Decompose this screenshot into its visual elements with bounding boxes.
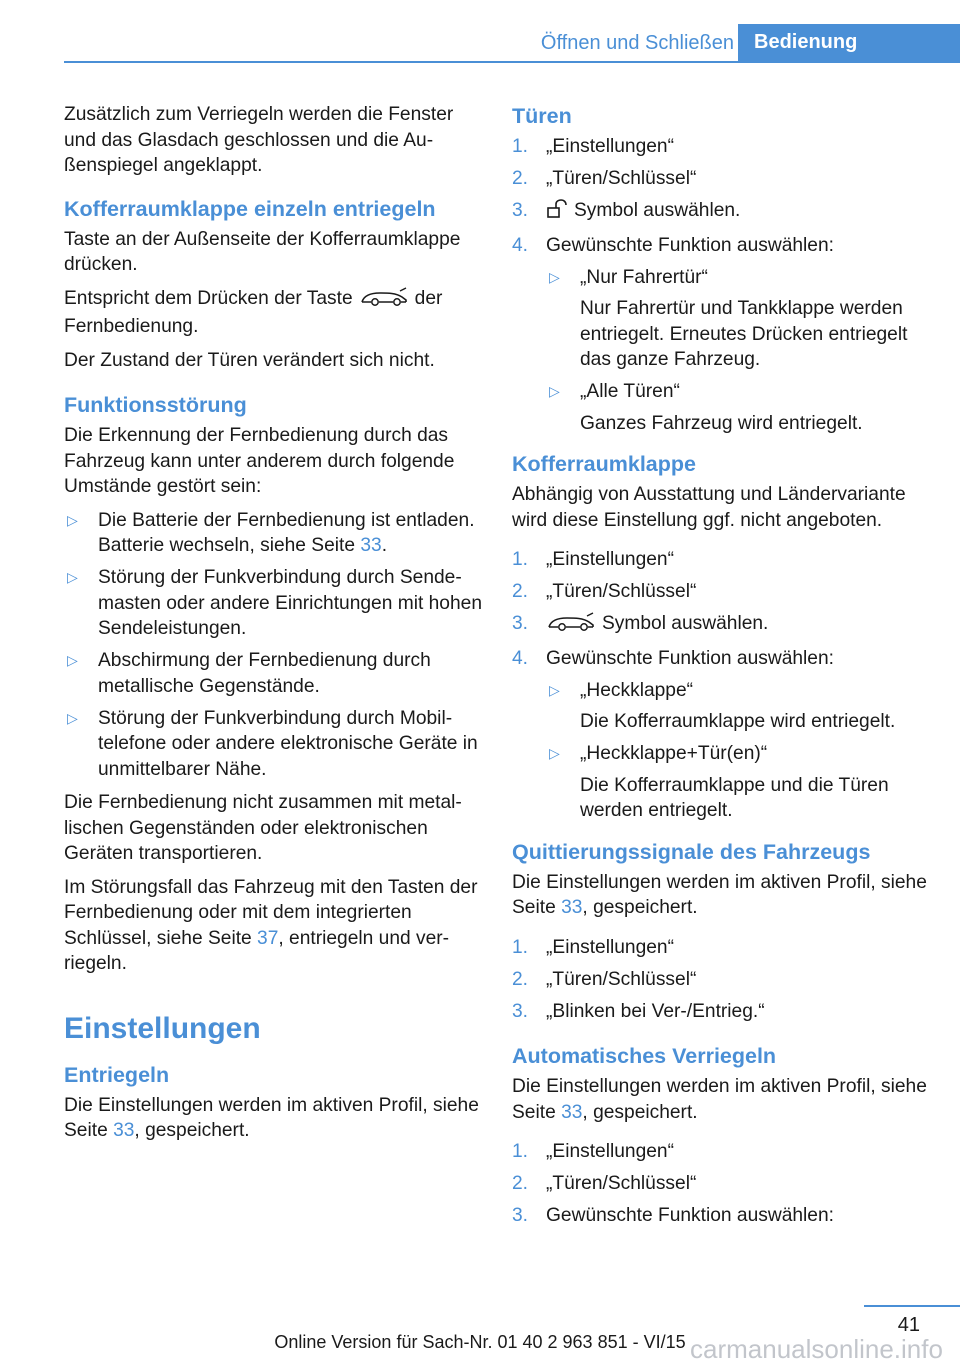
settings-heading: Einstellungen: [64, 1011, 261, 1045]
trunk-unlock-p2-a: Entspricht dem Drücken der Taste: [64, 287, 353, 309]
fault-heading: Funktionsstörung: [64, 393, 247, 417]
ack-steps: [512, 935, 932, 1025]
ack-p1: Die Einstellungen werden im aktiven Profil, siehe Seite 33, gespeichert.: [512, 871, 927, 918]
doors-option-2: ▷ „Alle Türen“ Ganzes Fahrzeug wird entriegelt.: [549, 381, 863, 434]
trunk-step-3: 3. Symbol auswählen.: [512, 611, 932, 640]
doors-step-1: 1. „Einstellungen“: [512, 136, 674, 157]
ack-step-1: 1. „Einstellungen“: [512, 936, 674, 958]
fault-p1: Die Erkennung der Fernbedienung durch das Fahrzeug kann unter anderem durch folgende Umstände gestört sein:: [64, 425, 455, 497]
trunk-step-1: 1. „Einstellungen“: [512, 549, 674, 570]
trunk-setting-p1: Abhängig von Ausstattung und Ländervariante wird diese Einstellung ggf. nicht angeboten.: [512, 484, 906, 531]
trunk-option-1: ▷ „Heckklappe“ Die Kofferraumklappe wird entriegelt.: [549, 679, 896, 732]
car-trunk-icon: [546, 612, 596, 640]
watermark: carmanualsonline.info: [690, 1334, 943, 1364]
footer-rule: [864, 1305, 960, 1307]
page-link-33[interactable]: 33: [561, 897, 583, 918]
fault-p2: Die Fernbedienung nicht zusammen mit metallischen Gegenständen oder elektronischen Geräten transportieren.: [64, 792, 462, 864]
bullet-triangle-icon: ▷: [549, 383, 560, 399]
page-link-33[interactable]: 33: [113, 1120, 135, 1141]
unlock-p1: Die Einstellungen werden im aktiven Profil, siehe Seite 33, gespeichert.: [64, 1094, 479, 1141]
left-column: [64, 102, 482, 1152]
ack-step-3: 3. „Blinken bei Ver-/Entrieg.“: [512, 1000, 765, 1022]
doors-heading: Türen: [512, 104, 572, 128]
fault-p3: Im Störungsfall das Fahrzeug mit den Tasten der Fernbedienung oder mit dem integrierten Schlüssel, siehe Seite 37, entriegeln und verriegeln.: [64, 876, 478, 974]
doors-option-1: ▷ „Nur Fahrertür“ Nur Fahrertür und Tankklappe werden entriegelt. Erneutes Drücken entriegelt das ganze Fahrzeug.: [549, 266, 908, 370]
page-link-33[interactable]: 33: [561, 1101, 583, 1123]
doors-step-3: 3. Symbol auswählen.: [512, 198, 932, 227]
right-column: [512, 102, 932, 1237]
trunk-unlock-p1: Taste an der Außenseite der Kofferraumklappe drücken.: [64, 228, 461, 275]
bullet-triangle-icon: ▷: [549, 745, 560, 761]
trunk-unlock-p2-b: der Fernbedienung.: [64, 287, 443, 337]
trunk-options: [546, 678, 932, 824]
fault-item-2: ▷ Störung der Funkverbindung durch Sendemasten oder andere Einrichtungen mit hohen Sendeleistungen.: [67, 567, 482, 639]
page-link-37[interactable]: 37: [257, 927, 279, 949]
padlock-open-icon: [546, 199, 568, 227]
fault-item-4: ▷ Störung der Funkverbindung durch Mobiltelefone oder andere elektronische Geräte in unmittelbarer Nähe.: [67, 707, 478, 780]
auto-step-3: 3. Gewünschte Funktion auswählen:: [512, 1205, 834, 1226]
header-chapter-tab: Bedienung: [738, 24, 960, 61]
trunk-unlock-heading: Kofferraumklappe einzeln entriegeln: [64, 196, 436, 221]
trunk-step-4: 4. Gewünschte Funktion auswählen: ▷ „Heckklappe“ Die Kofferraumklappe wird entriegelt. ▷ „Heckklappe+Tür(en)“ Die Kofferraumklappe und die Türen werden entriegelt.: [512, 646, 932, 824]
bullet-triangle-icon: ▷: [549, 268, 560, 285]
trunk-steps: [512, 547, 932, 824]
auto-lock-heading: Automatisches Verriegeln: [512, 1044, 777, 1068]
bullet-triangle-icon: ▷: [67, 569, 78, 585]
bullet-triangle-icon: ▷: [67, 652, 78, 668]
footer-version-text: Online Version für Sach-Nr. 01 40 2 963 851 - VI/15: [274, 1332, 686, 1352]
trunk-unlock-p2: [64, 286, 482, 340]
fault-list: [64, 508, 482, 783]
auto-lock-steps: [512, 1139, 932, 1229]
trunk-step-2: 2. „Türen/Schlüssel“: [512, 581, 697, 602]
page-number: 41: [897, 1314, 920, 1336]
ack-heading: Quittierungssignale des Fahrzeugs: [512, 839, 871, 864]
page-link-33[interactable]: 33: [360, 535, 382, 556]
header-section-title: Öffnen und Schließen: [540, 32, 734, 54]
unlock-heading: Entriegeln: [64, 1062, 170, 1087]
trunk-option-2: ▷ „Heckklappe+Tür(en)“ Die Kofferraumklappe und die Türen werden entriegelt.: [549, 743, 889, 821]
doors-step-2: 2. „Türen/Schlüssel“: [512, 168, 697, 189]
fault-item-3: ▷ Abschirmung der Fernbedienung durch metallische Gegenstände.: [67, 650, 431, 697]
doors-steps: [512, 134, 932, 436]
bullet-triangle-icon: ▷: [549, 681, 560, 698]
auto-step-1: 1. „Einstellungen“: [512, 1141, 674, 1162]
car-trunk-icon: [359, 287, 409, 315]
bullet-triangle-icon: ▷: [67, 709, 78, 726]
ack-step-2: 2. „Türen/Schlüssel“: [512, 968, 697, 990]
auto-step-2: 2. „Türen/Schlüssel“: [512, 1173, 697, 1194]
fault-item-1: ▷ Die Batterie der Fernbedienung ist entladen. Batterie wechseln, siehe Seite 33.: [67, 509, 475, 556]
trunk-unlock-p3: Der Zustand der Türen verändert sich nicht.: [64, 349, 435, 371]
header-rule: [64, 61, 960, 63]
auto-lock-p1: Die Einstellungen werden im aktiven Profil, siehe Seite 33, gespeichert.: [512, 1076, 927, 1123]
bullet-triangle-icon: ▷: [67, 511, 78, 528]
doors-step-4: 4. Gewünschte Funktion auswählen: ▷ „Nur Fahrertür“ Nur Fahrertür und Tankklappe werden entriegelt. Erneutes Drücken entriegelt das ganze Fahrzeug. ▷ „Alle Türen“ Ganzes Fahrzeug wird entriegelt.: [512, 233, 932, 436]
trunk-setting-heading: Kofferraumklappe: [512, 452, 696, 476]
doors-options: [546, 265, 932, 437]
intro-paragraph: Zusätzlich zum Verriegeln werden die Fenster und das Glasdach geschlossen und die Außenspiegel angeklappt.: [64, 104, 454, 176]
